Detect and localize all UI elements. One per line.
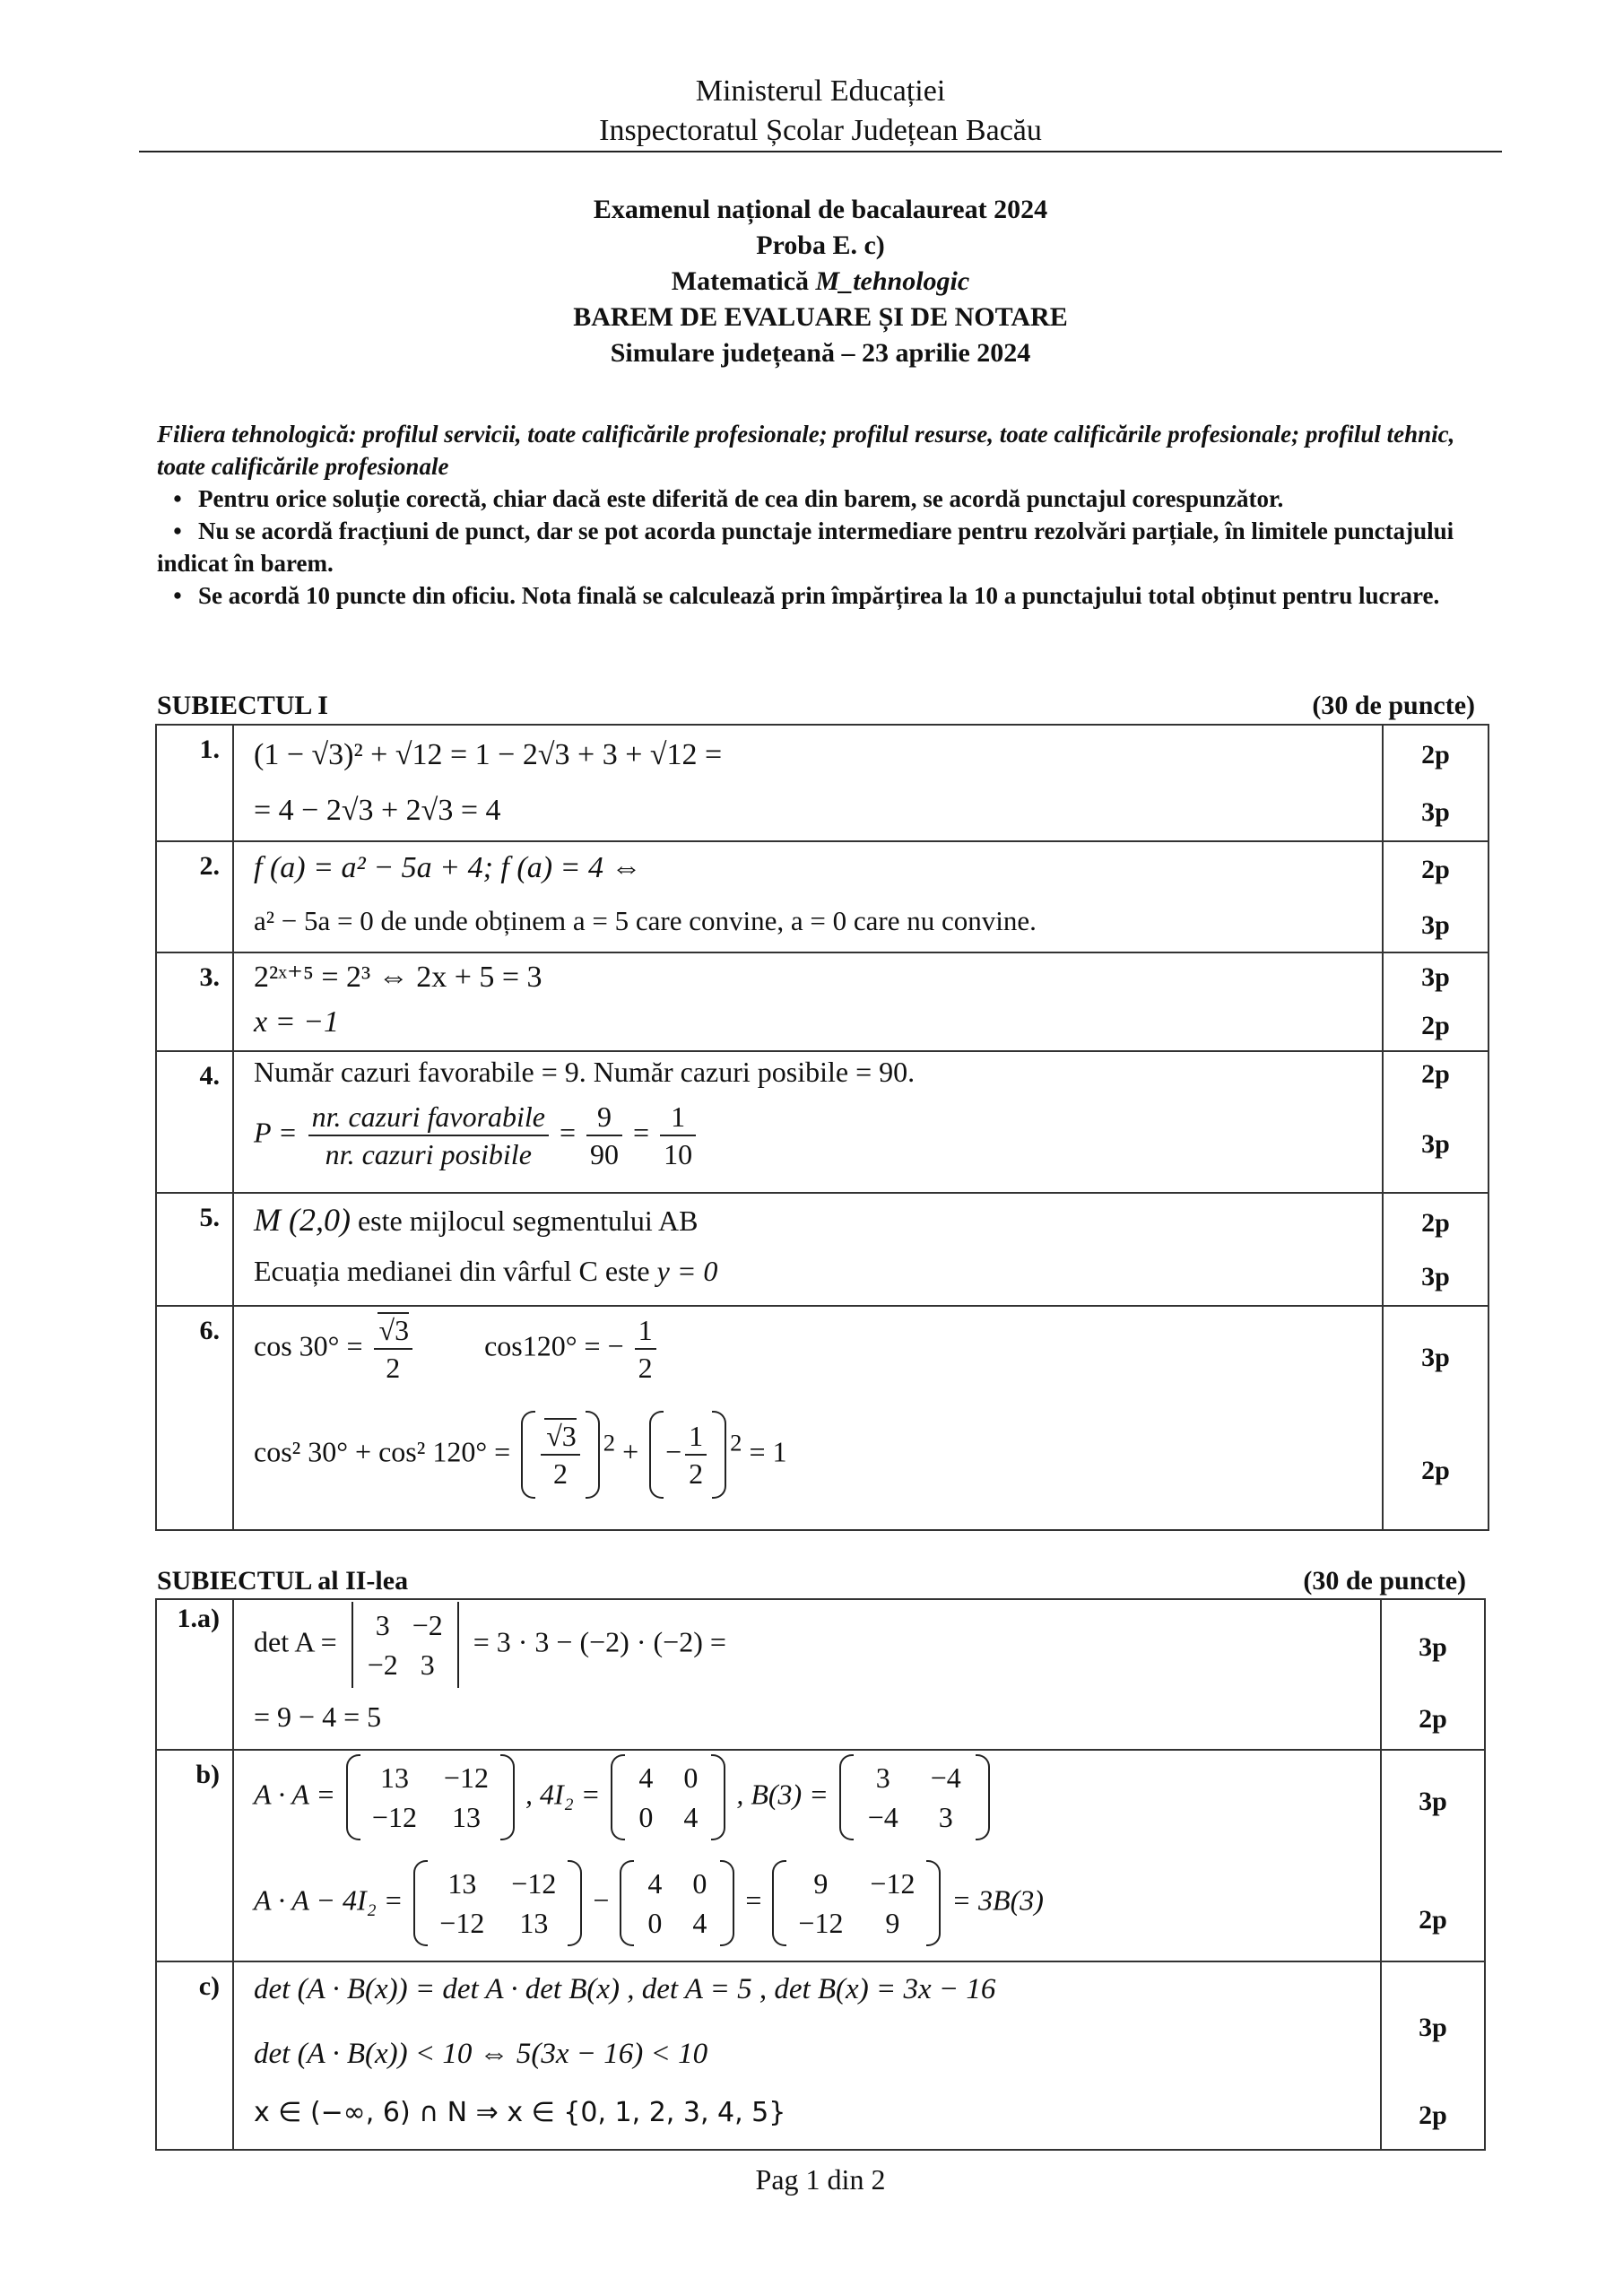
table-row: [156, 1051, 1488, 1193]
item-number: b): [156, 1750, 233, 1961]
table-row: [156, 1193, 1488, 1306]
points-value: 2p: [1421, 1208, 1450, 1238]
section-1-heading: [157, 691, 1475, 721]
item-number: 5.: [156, 1193, 233, 1306]
item-number: 1.a): [156, 1599, 233, 1750]
item-number: 3.: [156, 952, 233, 1051]
section-2-heading: [157, 1566, 1466, 1596]
instruction-bullet: • Nu se acordă fracțiuni de punct, dar se pot acorda punctaje intermediare pentru rezolvări parțiale, în limitele punctajului indicat în barem.: [157, 517, 1454, 577]
section-2-title: SUBIECTUL al II-lea: [157, 1566, 409, 1596]
table-row: [156, 1961, 1485, 2150]
points-value: 3p: [1421, 1129, 1450, 1159]
item-number: 2.: [156, 841, 233, 952]
solution-line: Număr cazuri favorabile = 9. Număr cazuri posibile = 90.: [254, 1056, 916, 1088]
points-value: 3p: [1421, 910, 1450, 940]
points-value: 3p: [1421, 1343, 1450, 1372]
solution-line: x ∈ (−∞, 6) ∩ N ⇒ x ∈ {0, 1, 2, 3, 4, 5}: [254, 2097, 786, 2128]
barem-title: BAREM DE EVALUARE ȘI DE NOTARE: [573, 302, 1068, 332]
instruction-bullet: • Se acordă 10 puncte din oficiu. Nota finală se calculează prin împărțirea la 10 a punctajului total obținut pentru lucrare.: [173, 582, 1440, 609]
points-value: 3p: [1419, 2013, 1447, 2042]
table-row: [156, 952, 1488, 1051]
section-2-points: (30 de puncte): [1303, 1566, 1466, 1596]
points-value: 2p: [1419, 1704, 1447, 1734]
points-value: 3p: [1421, 962, 1450, 992]
exam-title: Examenul național de bacalaureat 2024: [593, 195, 1048, 224]
probability-formula: P = $\frac{\text{nr. cazuri favorabile}}{\text{nr. cazuri posibile}}$ = $\frac{9}{90}$ = $\frac{1}{10}$: [254, 1099, 699, 1172]
solution-line: A · A = 13 −12 −12 13 , 4I₂ = 4 0 0 4 , B(3) = 3 −4 −4 3: [254, 1758, 994, 1837]
table-row: [156, 841, 1488, 952]
solution-line: M (2,0) este mijlocul segmentului AB: [254, 1202, 699, 1238]
solution-line: Ecuația medianei din vârful C este y = 0: [254, 1255, 718, 1287]
solution-line: = 9 − 4 = 5: [254, 1700, 382, 1733]
table-row: [156, 1750, 1485, 1961]
solution-line: A · A − 4I₂ = 13 −12 −12 13 − 4 0 0 4 = 9 −12 −12 9 = 3B(3): [254, 1864, 1044, 1943]
instructions: [157, 418, 1493, 612]
filiera-text: Filiera tehnologică: profilul servicii, toate calificările profesionale; profilul resurse, toate calificările profesionale; profilul tehnic, toate calificările profesionale: [157, 421, 1455, 480]
solution-line: 2²ˣ⁺⁵ = 2³ ⇔ 2x + 5 = 3: [254, 961, 542, 994]
solution-line: cos² 30° + cos² 120° = $\frac{√3}{2}$ $^2$ + − $\frac{1}{2}$ $^2$ = 1: [254, 1414, 787, 1495]
points-value: 3p: [1419, 1787, 1447, 1816]
simulation-date: Simulare județeană – 23 aprilie 2024: [610, 338, 1031, 368]
points-value: 2p: [1421, 855, 1450, 884]
page-header: [139, 72, 1502, 151]
points-value: 2p: [1419, 2100, 1447, 2130]
points-value: 2p: [1421, 1059, 1450, 1089]
solution-line: det (A · B(x)) < 10 ⇔ 5(3x − 16) < 10: [254, 2038, 708, 2070]
points-value: 2p: [1419, 1905, 1447, 1935]
section-1-table: [155, 724, 1489, 1531]
header-divider: [139, 151, 1502, 152]
item-number: 4.: [156, 1051, 233, 1193]
table-row: [156, 1599, 1485, 1750]
points-value: 3p: [1419, 1632, 1447, 1662]
solution-line: a² − 5a = 0 de unde obținem a = 5 care convine, a = 0 care nu convine.: [254, 905, 1037, 936]
solution-line: det A = 3 −2 −2 3 = 3 · 3 − (−2) · (−2) =: [254, 1605, 726, 1684]
section-1-points: (30 de puncte): [1312, 691, 1475, 720]
item-number: 1.: [156, 725, 233, 841]
item-number: 6.: [156, 1306, 233, 1530]
item-number: c): [156, 1961, 233, 2150]
title-block: [139, 192, 1502, 371]
solution-line: det (A · B(x)) = det A · det B(x) , det A = 5 , det B(x) = 3x − 16: [254, 1973, 996, 2005]
solution-line: f (a) = a² − 5a + 4; f (a) = 4 ⇔: [254, 851, 642, 884]
points-value: 3p: [1421, 1262, 1450, 1292]
points-value: 2p: [1421, 1011, 1450, 1040]
solution-line: cos 30° = $\frac{√3}{2}$ cos120° = − $\frac{1}{2}$: [254, 1312, 660, 1386]
points-value: 3p: [1421, 797, 1450, 827]
table-row: [156, 725, 1488, 841]
solution-line: = 4 − 2√3 + 2√3 = 4: [254, 794, 501, 827]
instruction-bullet: • Pentru orice soluție corectă, chiar dacă este diferită de cea din barem, se acordă punctajul corespunzător.: [173, 485, 1284, 512]
points-value: 2p: [1421, 740, 1450, 770]
section-2-table: [155, 1598, 1486, 2151]
solution-line: x = −1: [254, 1005, 339, 1039]
exam-proba: Proba E. c): [756, 230, 885, 260]
solution-line: (1 − √3)² + √12 = 1 − 2√3 + 3 + √12 =: [254, 738, 723, 771]
inspectorate-name: Inspectoratul Școlar Județean Bacău: [599, 114, 1042, 147]
section-1-title: SUBIECTUL I: [157, 691, 328, 720]
table-row: [156, 1306, 1488, 1530]
ministry-name: Ministerul Educației: [695, 74, 946, 108]
points-value: 2p: [1421, 1456, 1450, 1485]
page-number: Pag 1 din 2: [755, 2163, 886, 2196]
exam-subject: Matematică M_tehnologic: [671, 266, 970, 296]
